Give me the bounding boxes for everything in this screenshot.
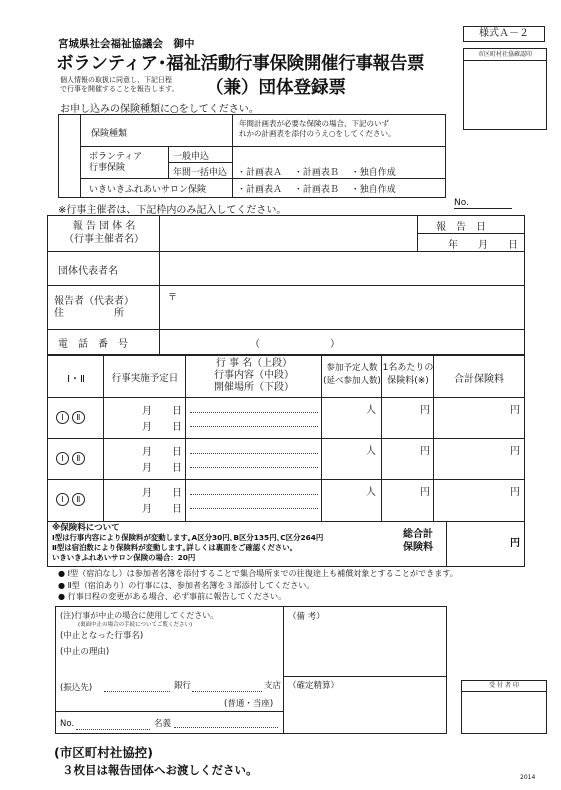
council-confirm-box bbox=[463, 48, 547, 130]
fee-unit: 円 bbox=[420, 487, 430, 498]
year-mark: 2014 bbox=[520, 774, 536, 781]
annual-plan-own[interactable]: ・独自作成 bbox=[350, 168, 396, 178]
month-unit: 月 bbox=[142, 447, 152, 458]
page-subtitle: （兼）団体登録票 bbox=[206, 78, 346, 98]
bank-field[interactable] bbox=[104, 691, 170, 692]
account-type[interactable]: (普通・当座) bbox=[224, 699, 274, 709]
group-name-label bbox=[48, 220, 160, 246]
volunteer-label-line-2: 行事保険 bbox=[89, 163, 126, 173]
fee-unit: 円 bbox=[420, 446, 430, 457]
fee-unit: 円 bbox=[420, 405, 430, 416]
type-ii-option[interactable]: Ⅱ bbox=[72, 493, 85, 506]
month-unit: 月 bbox=[142, 422, 152, 433]
organizer-info-table bbox=[47, 215, 525, 355]
salon-plan-b[interactable]: ・計画表Ｂ bbox=[293, 185, 339, 195]
privacy-line-1: 個人情報の取扱に同意し、下記日程 bbox=[60, 76, 172, 84]
postal-mark: 〒 bbox=[168, 293, 178, 303]
grand-total-line-2: 保険料 bbox=[403, 542, 433, 553]
grand-total-label bbox=[392, 528, 444, 554]
col-event-name bbox=[186, 358, 322, 394]
event-row bbox=[48, 480, 524, 522]
reporter-address-field[interactable] bbox=[160, 286, 524, 330]
type-select[interactable] bbox=[56, 411, 85, 424]
notes-list bbox=[58, 568, 458, 603]
council-confirm-label: 市区町村社協確認印 bbox=[464, 49, 546, 61]
day-unit: 日 bbox=[172, 406, 182, 417]
privacy-line-2: で行事を開催することを報告します。 bbox=[60, 85, 179, 93]
col-event-line-1: 行 事 名（上段） bbox=[215, 358, 293, 369]
month-unit: 月 bbox=[142, 504, 152, 515]
branch-field[interactable] bbox=[192, 691, 262, 692]
col-participants-line-1: 参加予定人数 bbox=[326, 363, 378, 373]
participants-unit: 人 bbox=[366, 446, 376, 457]
cancelled-event-label: (中止となった行事名) bbox=[60, 631, 144, 641]
privacy-consent bbox=[60, 76, 178, 94]
option-annual-label: 年間一括申込 bbox=[173, 168, 228, 178]
col-fee-line-1: 1名あたりの bbox=[382, 363, 434, 373]
salon-plan-a[interactable]: ・計画表Ａ bbox=[237, 185, 283, 195]
day-unit: 日 bbox=[172, 488, 182, 499]
volunteer-label-line-1: ボランティア bbox=[89, 152, 143, 162]
total-unit: 円 bbox=[510, 405, 520, 416]
cancellation-box bbox=[55, 606, 447, 734]
option-general-label: 一般申込 bbox=[173, 152, 210, 162]
type-ii-option[interactable]: Ⅱ bbox=[72, 411, 85, 424]
fee-line-3: いきいきふれあいサロン保険の場合：20円 bbox=[52, 553, 196, 562]
bank-label: 銀行 bbox=[174, 681, 192, 691]
account-holder-field[interactable] bbox=[174, 727, 278, 728]
option-general[interactable] bbox=[169, 147, 233, 163]
col-participants bbox=[322, 362, 382, 388]
event-row bbox=[48, 439, 524, 480]
event-date[interactable] bbox=[142, 445, 182, 477]
col-event-line-2: 行事内容（中段） bbox=[214, 370, 294, 381]
received-stamp-label: 受 付 者 印 bbox=[462, 681, 546, 692]
insurance-instruction: お申し込みの保険種類に○をしてください。 bbox=[60, 104, 259, 115]
note-item: ● Ⅰ型（宿泊なし）は参加者名簿を添付することで集合場所までの往復途上も補償対象とすることができます。 bbox=[58, 568, 458, 578]
cancel-sub-instruction: (裏面中止の場合の手続についてご覧ください) bbox=[78, 622, 193, 628]
organizer-note: ※行事主催者は、下記枠内のみ記入してください。 bbox=[58, 205, 287, 216]
day-unit: 日 bbox=[172, 447, 182, 458]
event-line[interactable] bbox=[190, 453, 318, 454]
month-unit: 月 bbox=[142, 406, 152, 417]
account-number-field[interactable] bbox=[76, 729, 150, 730]
fee-explanation bbox=[52, 523, 323, 563]
fee-line-1: Ⅰ型は行事内容により保険料が変動します｡A区分30円､B区分135円､C区分264円 bbox=[52, 533, 324, 542]
salon-plan-options[interactable] bbox=[233, 179, 445, 197]
third-copy-instruction: ３枚目は報告団体へお渡しください。 bbox=[62, 763, 258, 777]
type-ii-option[interactable]: Ⅱ bbox=[72, 452, 85, 465]
event-line[interactable] bbox=[190, 426, 318, 427]
col-participants-line-2: (延べ参加人数) bbox=[323, 376, 381, 386]
representative-label: 団体代表者名 bbox=[48, 252, 160, 286]
month-unit: 月 bbox=[142, 463, 152, 474]
type-select[interactable] bbox=[56, 452, 85, 465]
total-unit: 円 bbox=[510, 487, 520, 498]
phone-label: 電 話 番 号 bbox=[48, 330, 160, 354]
serial-number-label: No. bbox=[454, 198, 469, 208]
reporter-line-2: 住 所 bbox=[54, 308, 124, 319]
note-item: ● Ⅱ型（宿泊あり）の行事には、参加者名簿を３部添付してください。 bbox=[58, 579, 315, 590]
fee-heading: ※保険料について bbox=[52, 523, 120, 533]
plan-note bbox=[239, 119, 396, 139]
insurance-type-header: 保険種類 bbox=[91, 129, 128, 139]
note-item: ● 行事日程の変更がある場合、必ず事前に報告してください。 bbox=[58, 591, 287, 601]
annual-plan-a[interactable]: ・計画表Ａ bbox=[237, 168, 283, 178]
form-id-box bbox=[463, 26, 545, 42]
plan-note-line-2: れかの計画表を添付のうえ○をしてください。 bbox=[239, 129, 396, 138]
salon-plan-own[interactable]: ・独自作成 bbox=[350, 185, 396, 195]
option-salon-label: いきいきふれあいサロン保険 bbox=[89, 185, 207, 195]
month-unit: 月 bbox=[142, 488, 152, 499]
type-select[interactable] bbox=[56, 493, 85, 506]
event-date[interactable] bbox=[142, 486, 182, 518]
col-date: 行事実施予定日 bbox=[111, 373, 179, 384]
cancel-instruction: (注)行事が中止の場合に使用してください。 bbox=[60, 611, 219, 620]
participants-unit: 人 bbox=[366, 487, 376, 498]
account-number-label: No. bbox=[60, 719, 75, 729]
event-line[interactable] bbox=[190, 494, 318, 495]
event-line[interactable] bbox=[190, 467, 318, 468]
day-unit: 日 bbox=[172, 463, 182, 474]
event-date[interactable] bbox=[142, 404, 182, 436]
day-unit: 日 bbox=[172, 422, 182, 433]
settlement-label: （確定精算） bbox=[288, 681, 340, 691]
col-event-line-3: 開催場所（下段） bbox=[214, 382, 294, 393]
col-fee-line-2: 保険料(※) bbox=[387, 376, 429, 386]
transfer-label: (振込先) bbox=[60, 683, 93, 693]
report-date-field[interactable]: 年 月 日 bbox=[418, 234, 524, 252]
branch-label: 支店 bbox=[264, 681, 282, 691]
group-name-line-2: （行事主催者名） bbox=[64, 234, 144, 245]
col-type: Ⅰ・Ⅱ bbox=[67, 374, 85, 385]
group-name-line-1: 報 告 団 体 名 bbox=[72, 221, 136, 232]
form-id: 様式Ａ－２ bbox=[479, 28, 529, 39]
annual-plan-b[interactable]: ・計画表Ｂ bbox=[293, 168, 339, 178]
received-stamp-box bbox=[461, 680, 547, 734]
fee-line-2: Ⅱ型は宿泊数により保険料が変動します｡詳しくは裏面をご確認ください｡ bbox=[52, 543, 294, 552]
remarks-label: （備 考） bbox=[288, 612, 325, 622]
type-i-option[interactable]: Ⅰ bbox=[56, 493, 69, 506]
reporter-line-1: 報告者（代表者） bbox=[54, 296, 134, 307]
plan-note-line-1: 年間計画表が必要な保険の場合、下記のいず bbox=[239, 119, 389, 128]
council-copy-label: (市区町村社協控) bbox=[54, 745, 153, 760]
cancel-reason-label: (中止の理由) bbox=[60, 647, 110, 657]
volunteer-insurance-label bbox=[89, 152, 142, 174]
phone-field[interactable]: （ ） bbox=[250, 339, 340, 350]
grand-total-line-1: 総合計 bbox=[403, 529, 433, 540]
participants-unit: 人 bbox=[366, 405, 376, 416]
report-date-label: 報 告 日 bbox=[418, 216, 524, 234]
option-salon[interactable] bbox=[81, 179, 233, 197]
account-holder-label: 名義 bbox=[154, 719, 172, 729]
group-name-field[interactable] bbox=[160, 216, 418, 252]
col-fee-per-person bbox=[382, 362, 434, 388]
col-total: 合計保険料 bbox=[454, 374, 504, 385]
type-i-option[interactable]: Ⅰ bbox=[56, 452, 69, 465]
option-annual[interactable] bbox=[169, 163, 233, 179]
grand-total-unit: 円 bbox=[510, 538, 520, 549]
serial-number-field[interactable] bbox=[454, 198, 512, 209]
insurance-table bbox=[58, 114, 446, 198]
addressee: 宮城県社会福祉協議会 御中 bbox=[58, 38, 195, 50]
events-table bbox=[47, 355, 525, 567]
event-line[interactable] bbox=[190, 412, 318, 413]
total-unit: 円 bbox=[510, 446, 520, 457]
annual-plan-options[interactable] bbox=[233, 163, 445, 179]
event-line[interactable] bbox=[190, 508, 318, 509]
reporter-label bbox=[48, 286, 160, 330]
type-i-option[interactable]: Ⅰ bbox=[56, 411, 69, 424]
representative-field[interactable] bbox=[160, 252, 524, 286]
event-row bbox=[48, 398, 524, 439]
page-title: ボランティア･福祉活動行事保険開催行事報告票 bbox=[56, 54, 425, 74]
day-unit: 日 bbox=[172, 504, 182, 515]
